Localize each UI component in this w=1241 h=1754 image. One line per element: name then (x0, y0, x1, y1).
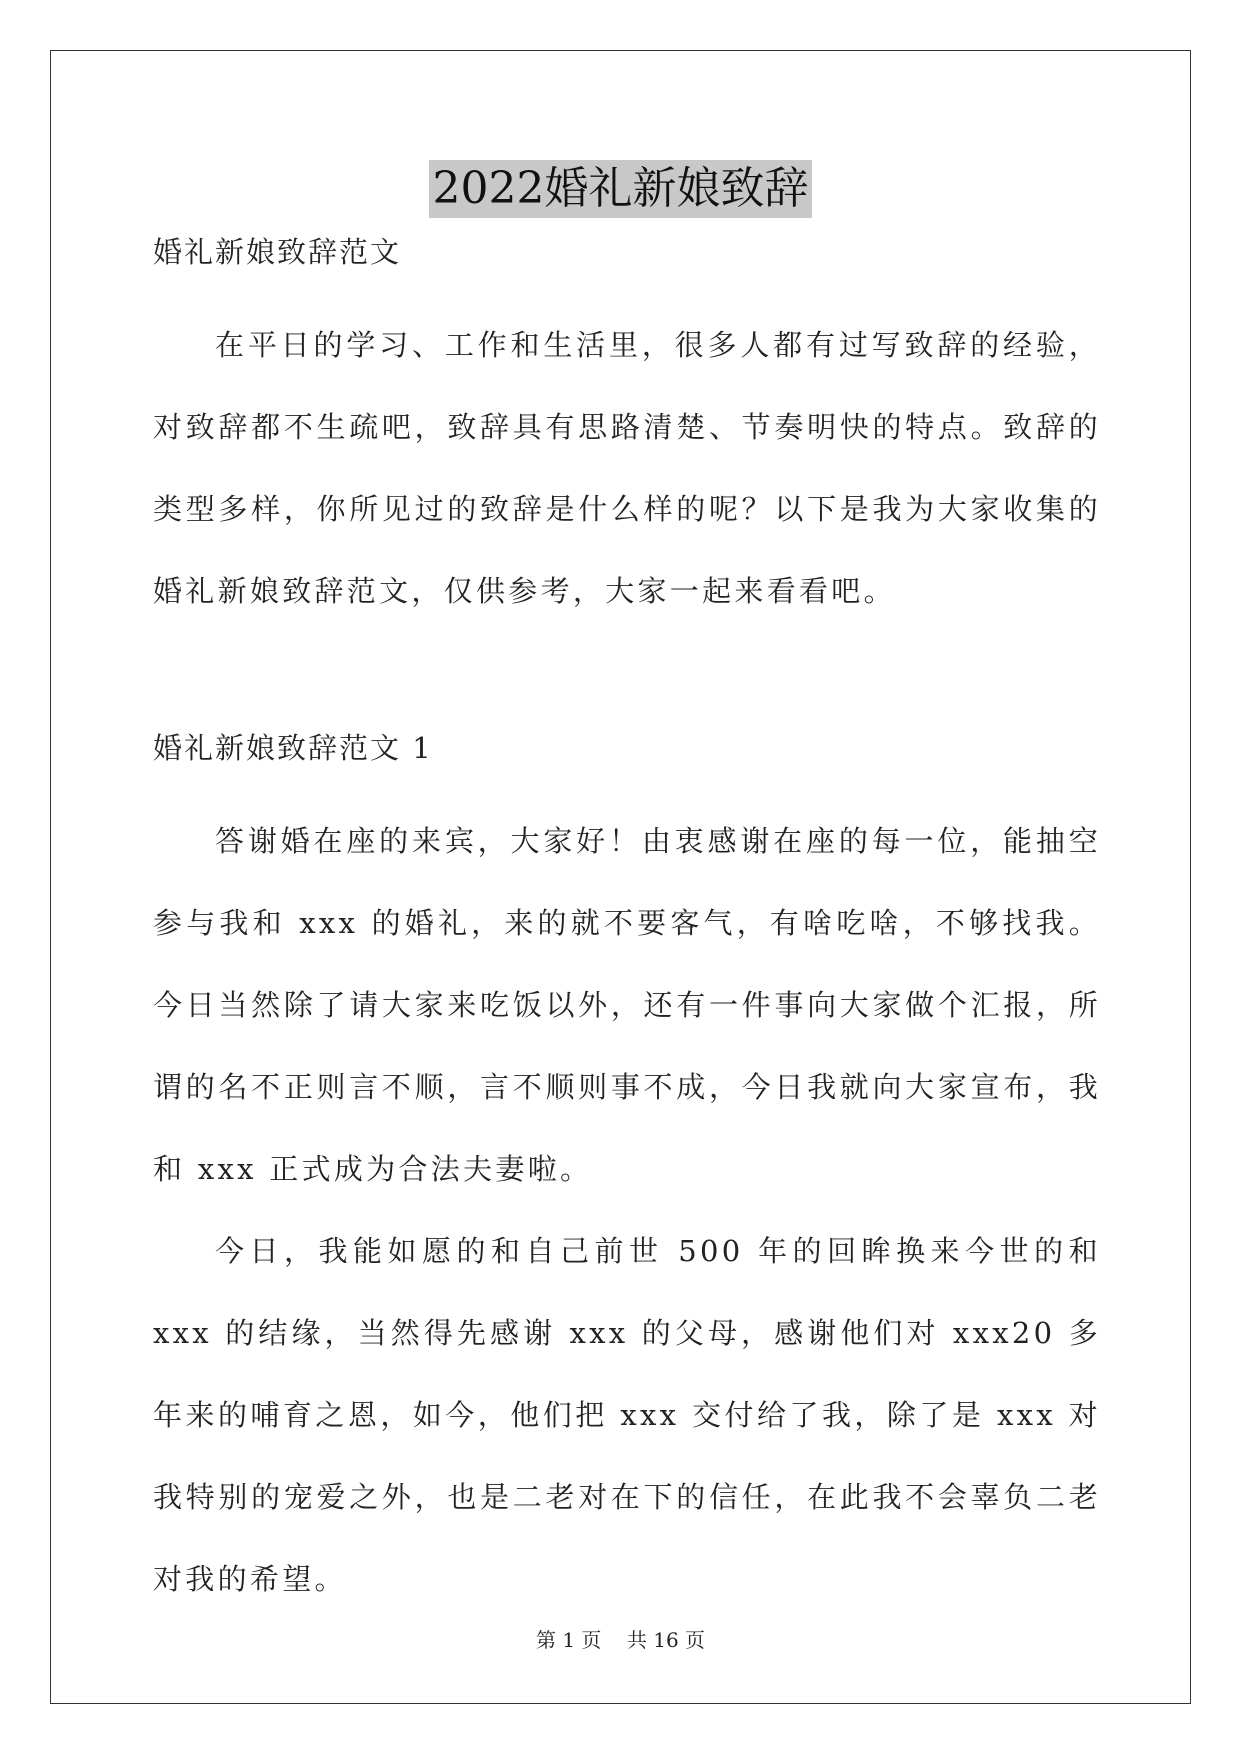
paragraph: 今日，我能如愿的和自己前世 500 年的回眸换来今世的和 xxx 的结缘，当然得先感谢 xxx 的父母，感谢他们对 xxx20 多年来的哺育之恩，如今，他们把 xxx 交付给了我，除了是 xxx 对我特别的宠爱之外，也是二老对在下的信任，在此我不会辜负二老对我的希望。 (153, 1234, 1101, 1596)
paragraph: 在平日的学习、工作和生活里，很多人都有过写致辞的经验，对致辞都不生疏吧，致辞具有思路清楚、节奏明快的特点。致辞的类型多样，你所见过的致辞是什么样的呢？以下是我为大家收集的婚礼新娘致辞范文，仅供参考，大家一起来看看吧。 (153, 328, 1101, 608)
spacer (153, 768, 1101, 800)
page-footer (0, 1627, 1241, 1653)
title-container (0, 160, 1241, 218)
section-heading: 婚礼新娘致辞范文 1 (153, 731, 433, 765)
spacer (153, 272, 1101, 304)
paragraph: 答谢婚在座的来宾，大家好！由衷感谢在座的每一位，能抽空参与我和 xxx 的婚礼，来的就不要客气，有啥吃啥，不够找我。今日当然除了请大家来吃饭以外，还有一件事向大家做个汇报，所谓的名不正则言不顺，言不顺则事不成，今日我就向大家宣布，我和 xxx 正式成为合法夫妻啦。 (153, 824, 1101, 1186)
document-body (153, 232, 1101, 1620)
footer-separator (601, 1628, 626, 1652)
section-heading: 婚礼新娘致辞范文 (153, 235, 402, 269)
page-number: 第 1 页 (535, 1628, 602, 1652)
spacer (153, 632, 1101, 728)
document-title: 2022婚礼新娘致辞 (429, 160, 813, 218)
page-total: 共 16 页 (626, 1628, 706, 1652)
